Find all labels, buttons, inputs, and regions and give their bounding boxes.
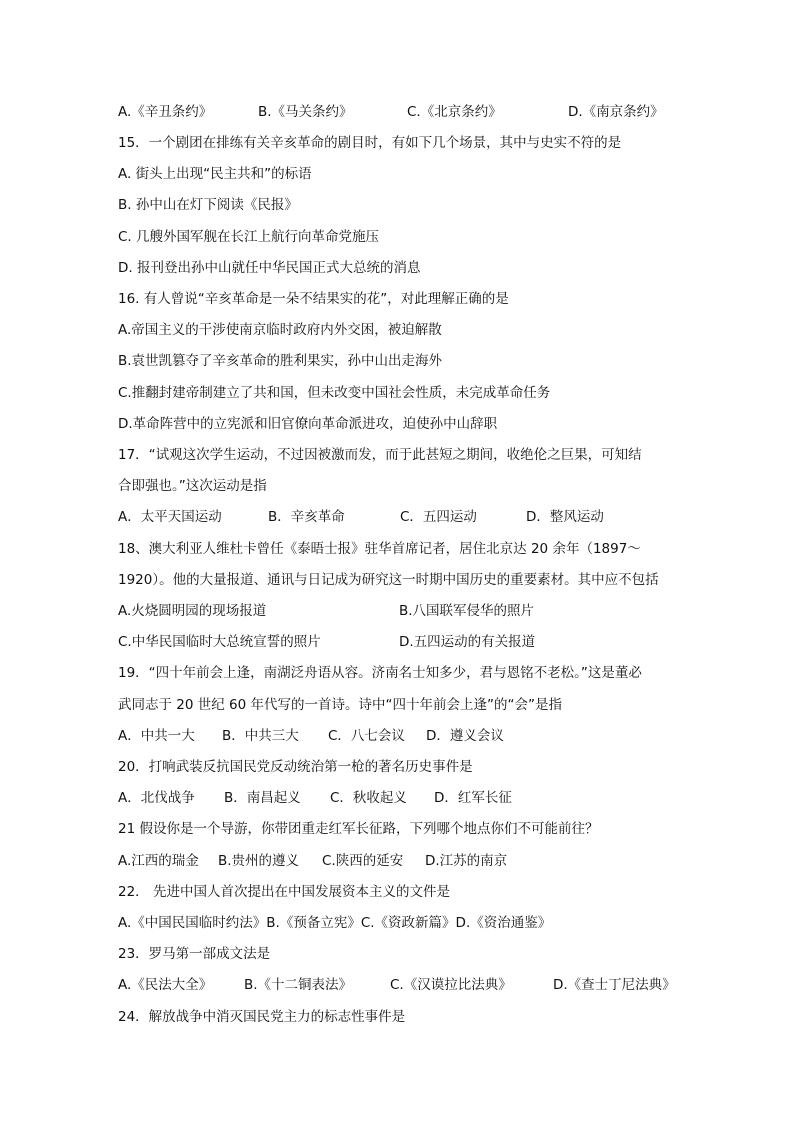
q15-stem: 15．一个剧团在排练有关辛亥革命的剧目时，有如下几个场景，其中与史实不符的是 <box>118 135 622 151</box>
option-a: A.《民法大全》 <box>118 977 213 993</box>
option-c: C.《汉谟拉比法典》 <box>390 977 512 993</box>
option-a: A.《辛丑条约》 <box>118 104 213 120</box>
q19-stem-line2: 武同志于 20 世纪 60 年代写的一首诗。诗中“四十年前会上逢”的“会”是指 <box>118 697 562 713</box>
q16-option-a: A.帝国主义的干涉使南京临时政府内外交困，被迫解散 <box>118 322 442 338</box>
option-d: D．红军长征 <box>434 790 512 806</box>
option-a: A．太平天国运动 <box>118 509 222 525</box>
option-b: B．中共三大 <box>222 728 299 744</box>
option-b: B．南昌起义 <box>224 790 301 806</box>
option-d: D.五四运动的有关报道 <box>399 634 536 650</box>
q22-options: A.《中国民国临时约法》B.《预备立宪》C.《资政新篇》D.《资治通鉴》 <box>118 915 552 931</box>
option-c: C．五四运动 <box>400 509 477 525</box>
option-d: D.《查士丁尼法典》 <box>553 977 676 993</box>
q16-option-b: B.袁世凯篡夺了辛亥革命的胜利果实，孙中山出走海外 <box>118 353 443 369</box>
option-c: C.《北京条约》 <box>407 104 502 120</box>
q21-stem: 21 假设你是一个导游，你带团重走红军长征路，下列哪个地点你们不可能前往？ <box>118 821 599 837</box>
option-d: D．整风运动 <box>526 509 604 525</box>
q15-option-c: C. 几艘外国军舰在长江上航行向革命党施压 <box>118 229 380 245</box>
q15-option-a: A. 街头上出现“民主共和”的标语 <box>118 166 312 182</box>
q22-stem: 22． 先进中国人首次提出在中国发展资本主义的文件是 <box>118 884 450 900</box>
option-d: D.江苏的南京 <box>425 853 508 869</box>
option-b: B．辛亥革命 <box>268 509 345 525</box>
option-c: C．秋收起义 <box>330 790 407 806</box>
q18-stem-line1: 18、澳大利亚人维杜卡曾任《泰晤士报》驻华首席记者，居住北京达 20 余年（1897～ <box>118 541 641 557</box>
q15-option-d: D. 报刊登出孙中山就任中华民国正式大总统的消息 <box>118 260 421 276</box>
option-b: B.贵州的遵义 <box>218 853 300 869</box>
option-c: C．八七会议 <box>328 728 405 744</box>
option-a: A．北伐战争 <box>118 790 195 806</box>
option-c: C.中华民国临时大总统宣誓的照片 <box>118 634 321 650</box>
option-b: B.八国联军侵华的照片 <box>399 603 535 619</box>
q18-stem-line2: 1920）。他的大量报道、通讯与日记成为研究这一时期中国历史的重要素材。其中应不包括 <box>118 572 659 588</box>
q15-option-b: B. 孙中山在灯下阅读《民报》 <box>118 197 298 213</box>
q16-option-d: D.革命阵营中的立宪派和旧官僚向革命派进攻，迫使孙中山辞职 <box>118 416 498 432</box>
option-d: D.《南京条约》 <box>568 104 664 120</box>
option-a: A.火烧圆明园的现场报道 <box>118 603 267 619</box>
option-d: D．遵义会议 <box>426 728 504 744</box>
q17-stem-line1: 17．“试观这次学生运动，不过因被激而发，而于此甚短之期间，收绝伦之巨果，可知结 <box>118 447 642 463</box>
q19-stem-line1: 19．“四十年前会上逢，南湖泛舟语从容。济南名士知多少，君与恩铭不老松。”这是董必 <box>118 665 642 681</box>
q17-stem-line2: 合即强也。”这次运动是指 <box>118 478 267 494</box>
q16-stem: 16. 有人曾说“辛亥革命是一朵不结果实的花”，对此理解正确的是 <box>118 291 509 307</box>
option-a: A.江西的瑞金 <box>118 853 199 869</box>
option-a: A．中共一大 <box>118 728 195 744</box>
q16-option-c: C.推翻封建帝制建立了共和国，但未改变中国社会性质，未完成革命任务 <box>118 385 551 401</box>
option-b: B.《十二铜表法》 <box>244 977 353 993</box>
option-c: C.陕西的延安 <box>322 853 404 869</box>
q24-stem: 24．解放战争中消灭国民党主力的标志性事件是 <box>118 1009 406 1025</box>
option-b: B.《马关条约》 <box>258 104 353 120</box>
q20-stem: 20．打响武装反抗国民党反动统治第一枪的著名历史事件是 <box>118 759 473 775</box>
q23-stem: 23．罗马第一部成文法是 <box>118 946 271 962</box>
